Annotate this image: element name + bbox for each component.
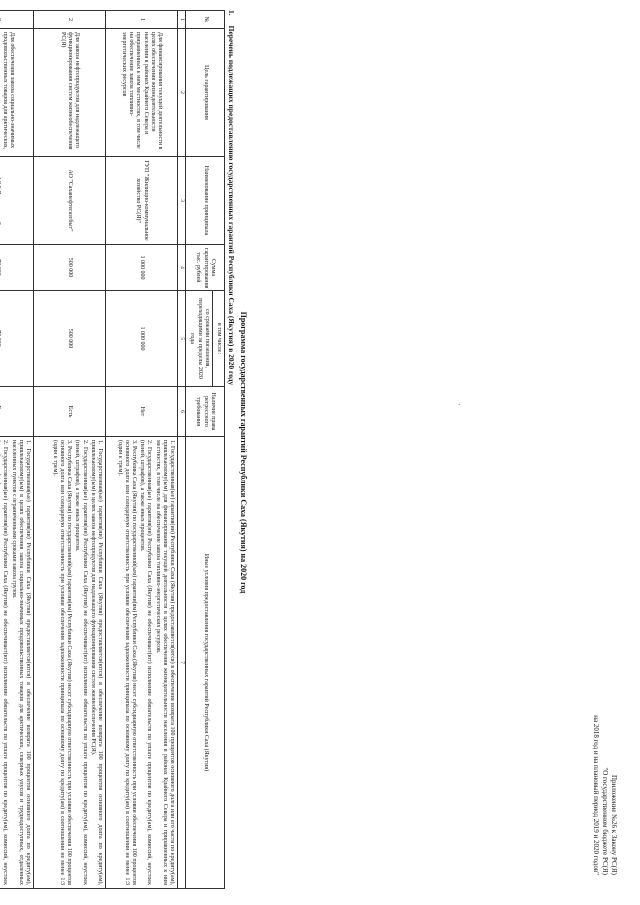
index-cell: 3 [177,157,185,245]
header-incl: в том числе: [212,291,224,387]
row-conditions [0,437,33,889]
row-conditions [105,437,177,889]
condition-item: 2. Государственная(ые) гарантия(ии) Республики Саха (Якутия) не обеспечивает(ют) исполнение обязательств по уплате процентов по кредиту(ам), комиссий, неустоек [2,440,9,885]
condition-item: 1. Государственная(ые) гарантия(ии) Республики Саха (Якутия) предоставляется(ются) в обеспечение возврата 100 процентов основного долга по кредиту(ам), привлекаемому(ым) в целях обеспечения завоза социально-значимых продовольственных товаров для арктических, северных улусов и труднодоступных, отдаленных населенных пунктов с ограниченными сроками завоза грузов. [10,440,31,885]
row-sum [0,245,33,291]
condition-item: 1. Государственная(ые) гарантия(ии) Республики Саха (Якутия) предоставляется(ются) в обеспечение возврата 100 процентов основного долга или его части по кредиту(ам), привлекаемому(ым) для финансирования текущей деятельности в целях обеспечения жизнедеятельности населения в районах Крайнего Севера и приравненных к ним местностях, в том числе на обеспечение завоза топливно-энергетических ресурсов. [154,440,175,885]
program-title: Программа государственных гарантий Республики Саха (Якутия) на 2020 год [239,311,248,594]
appendix-line-2: "О государственном бюджете РС(Я) [601,767,609,875]
column-index-row [177,11,185,889]
index-cell: 5 [177,291,185,387]
appendix-line-1: Приложение №26 к Закону РС(Я) [610,774,618,875]
row-incl: 1 000 000 [105,291,177,387]
condition-item: 2. Государственная(ые) гарантия(ии) Республики Саха (Якутия) не обеспечивает(ют) исполнение обязательств по уплате процентов по кредиту(ам), комиссий, неустоек (пеней, штрафов), а также иных процентов. [74,440,88,885]
table-row [105,11,177,889]
row-conditions [33,437,105,889]
table-row [33,11,105,889]
row-num [0,11,33,29]
appendix-line-3: на 2018 год и на плановый период 2019 и 2020 годов" [592,715,600,875]
row-regress: Нет [105,387,177,437]
stray-mark: ' [454,404,460,406]
index-cell: 2 [177,29,185,157]
header-regress: Наличие права регрессного требования [186,387,225,437]
row-principal [0,157,33,245]
row-incl: 500 000 [33,291,105,387]
index-cell: 6 [177,387,185,437]
index-cell: 1 [177,11,185,29]
condition-item: 3. Республика Саха (Якутия) по государственной(ым) гарантии(ям) Республики Саха (Якутия) несет субсидиарную ответственность при условии обеспечения 100 процентов основного долга или солидарную ответственность при условии обеспечения задолженности принципала по основному долгу по кредиту(ам) в соотношении не менее 1:3 (один к трем). [116,440,137,885]
list-title-text: Перечень подлежащих предоставлению государственных гарантий Республики Саха (Якутия) в 2020 году [227,25,236,386]
index-cell: 7 [177,437,185,889]
header-conditions: Иные условия предоставления государственных гарантий Республики Саха (Якутия) [186,437,225,889]
appendix-header [591,515,618,875]
row-num: 2 [33,11,105,29]
row-num: 1 [105,11,177,29]
header-principal: Наименование принципала [186,157,225,245]
header-sum: Сумма гарантирования тыс. рублей [186,245,225,291]
row-principal: АО "Саханефтегазсбыт" [33,157,105,245]
table-row [0,11,33,889]
guarantees-table [0,10,225,889]
condition-item: 1. Государственная(ые) гарантия(ии) Республики Саха (Якутия) предоставляется(ются) в обеспечение возврата 100 процентов основного долга по кредиту(ам), привлекаемому(ым) в целях завоза нефтепродуктов для надлежащего функционирования систем жизнеобеспечения РС(Я). [89,440,103,885]
row-principal: ГУП "Жилищно-коммунальное хозяйство РС(Я)" [105,157,177,245]
header-incl-sub: со сроками погашения, переходящими за пределы 2020 года [186,291,213,387]
row-goal: Для финансирования текущей деятельности в целях обеспечения жизнедеятельности населения в районах Крайнего Севера и приравненных к ним местностях, в том числе на обеспечение завоза топливно-энергетических ресурсов [105,29,177,157]
list-title [227,10,236,385]
row-goal: Для обеспечения завоза социально-значимых продовольственных товаров для арктических, [0,29,33,157]
header-num: № [186,11,225,29]
list-number: 1. [227,10,236,16]
condition-item: 2. Государственная(ые) гарантия(ии) Республики Саха (Якутия) не обеспечивает(ют) исполнение обязательств по уплате процентов по кредиту(ам), комиссий, неустоек (пеней, штрафов), а также иных процентов. [139,440,153,885]
row-sum: 500 000 [33,245,105,291]
header-goal: Цель гарантирования [186,29,225,157]
row-regress [0,387,33,437]
row-incl [0,291,33,387]
row-regress: Есть [33,387,105,437]
index-cell: 4 [177,245,185,291]
row-goal: Для завоза нефтепродуктов для надлежащего функционирования систем жизнеобеспечения РС(Я) [33,29,105,157]
row-sum: 1 000 000 [105,245,177,291]
condition-item: 3. Республика Саха (Якутия) по государственной(ым) гарантии(ям) Республики Саха (Якутия) несет субсидиарную ответственность при условии обеспечения 100 процентов основного долга или солидарную ответственность при условии обеспечения задолженности принципала по основному долгу по кредиту(ам) в соотношении не менее 1:3 (один к трем). [51,440,73,885]
